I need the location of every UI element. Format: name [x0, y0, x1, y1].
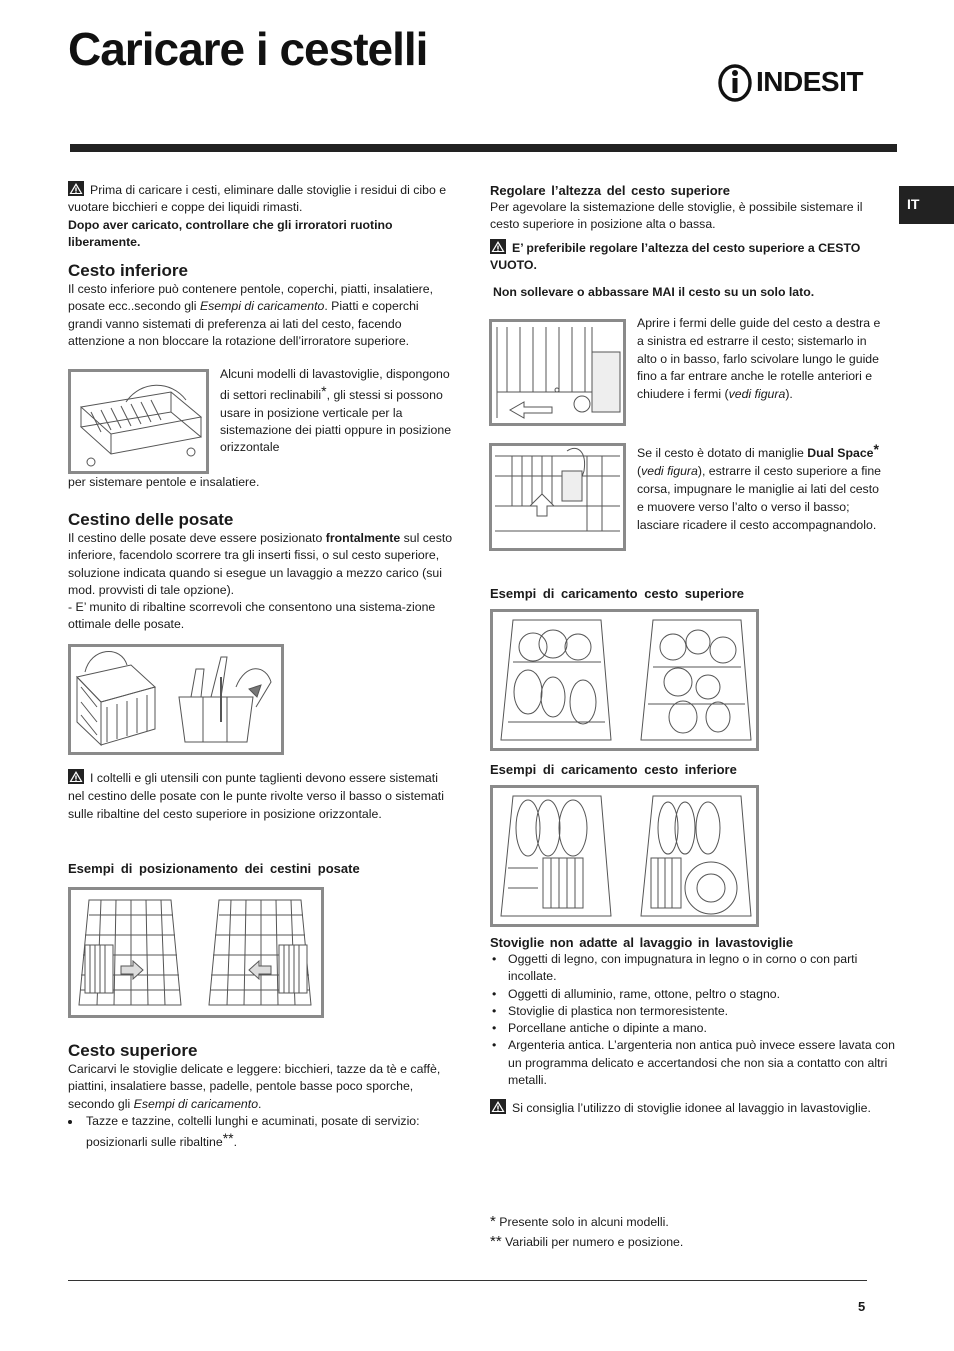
indesit-logo: [716, 62, 868, 104]
heading-esempi-inferiore: Esempi di caricamento cesto inferiore: [490, 762, 737, 777]
stoviglie-list: [490, 951, 895, 1089]
list-item: • Tazze e tazzine, coltelli lunghi e acuminati, posate di servizio: posizionarli sulle ribaltine**.: [82, 1113, 453, 1152]
list-item: • Oggetti di legno, con impugnatura in legno o in corno o con parti incollate.: [492, 952, 858, 984]
footnote: ** Variabili per numero e posizione.: [490, 1233, 684, 1250]
heading-esempi-posizionamento: Esempi di posizionamento dei cestini posate: [68, 861, 360, 876]
footnotes: [490, 1212, 890, 1252]
intro-bold-note: Dopo aver caricato, controllare che gli irroratori ruotino liberamente.: [68, 217, 393, 249]
footnote: * Presente solo in alcuni modelli.: [490, 1213, 669, 1230]
brand-name: INDESIT: [756, 66, 863, 97]
heading-cestino-posate: Cestino delle posate: [68, 510, 234, 529]
page-number: 5: [858, 1299, 866, 1314]
never-one-side-note: Non sollevare o abbassare MAI il cesto su un solo lato.: [493, 285, 815, 300]
regolare-section: Regolare l’altezza del cesto superiore Per agevolare la sistemazione delle stoviglie, è possibile sistemare il cesto superiore in posizione alta o bassa. E’ preferibile regolare l’altezza del cesto superiore a CESTO VUOTO. Non sollevare o abbassare MAI il cesto su un solo lato.: [490, 182, 895, 301]
warning-triangle-icon: [490, 239, 506, 254]
cesto-superiore-section: Cesto superiore Caricarvi le stoviglie delicate e leggere: bicchieri, tazze da tè e caffè, piattini, insalatiere basse, padelle, pentole basse poco sporche, secondo gli Esempi di caricamento. • Tazze e tazzine, coltelli lunghi e acuminati, posate di servizio: posizionarli sulle ribaltine**.: [68, 1041, 453, 1151]
figure-lower-basket: [68, 369, 209, 474]
knives-warning: I coltelli e gli utensili con punte taglienti devono essere sistemati nel cestino delle posate con le punte rivolte verso il basso o sistemati sulle ribaltine del cesto superiore in posizione orizzontale.: [68, 771, 444, 821]
figure-upper-loading: [490, 609, 759, 751]
settori-reclinabili-end: per sistemare pentole e insalatiere.: [68, 475, 260, 489]
dual-space-text: Se il cesto è dotato di maniglie Dual Space* (vedi figura), estrarre il cesto superiore a fine corsa, impugnare le maniglie ai lati del cesto e muovere verso l’alto o verso il basso; lasciare ricadere il cesto accompagnandolo.: [637, 441, 882, 532]
list-item: • Argenteria antica. L’argenteria non antica può invece essere lavata con un programma delicato e accertandosi che non sia a contatto con altri metalli.: [492, 1038, 895, 1088]
figure-cutlery-basket: [68, 644, 284, 755]
heading-regolare: Regolare l’altezza del cesto superiore: [490, 183, 730, 198]
warning-triangle-icon: [68, 769, 84, 784]
settori-reclinabili-text: Alcuni modelli di lavastoviglie, dispongono di settori reclinabili*, gli stessi si possono usare in posizione verticale per la sistemazione dei piatti oppure in posizione orizzontale: [220, 367, 452, 455]
cestino-posate-section: Cestino delle posate Il cestino delle posate deve essere posizionato frontalmente sul cesto inferiore, facendolo scorrere tra gli inserti fissi, o sul cesto superiore, soluzione indicata quando si esegue un lavaggio a mezzo carico (sui mod. provvisti di tale opzione). - E’ munito di ribaltine scorrevoli che consentono una sistema-zione ottimale delle posate.: [68, 510, 453, 632]
heading-cesto-inferiore: Cesto inferiore: [68, 261, 188, 280]
stoviglie-section: Stoviglie non adatte al lavaggio in lavastoviglie • Oggetti di legno, con impugnatura in legno o in corno o con parti incollate. • Oggetti di alluminio, rame, ottone, peltro o stagno. • Stoviglie di plastica non termoresistente. • Porcellane antiche o dipinte a mano. • Argenteria antica. L’argenteria non antica può invece essere lavata con un programma delicato e accertandosi che non sia a contatto con altri metalli. Si consiglia l’utilizzo di stoviglie idonee al lavaggio in lavastoviglie.: [490, 935, 895, 1116]
list-item: • Porcellane antiche o dipinte a mano.: [492, 1021, 707, 1036]
cesto-inferiore-section: [68, 261, 453, 350]
figure-dual-space: [489, 443, 626, 551]
figure-cutlery-positions: [68, 887, 324, 1018]
rails-text: Aprire i fermi delle guide del cesto a destra e a sinistra ed estrarre il cesto; sistemarlo in alto o in basso, farlo scivolare lungo le guide fino a far entrare anche le rotelle anteriori e chiudere i fermi (vedi figura).: [637, 316, 881, 402]
figure-lower-loading: [490, 785, 759, 927]
figure-basket-rails: [489, 319, 626, 426]
cesto-inferiore-text: Il cesto inferiore può contenere pentole, coperchi, piatti, insalatiere, posate ecc..secondo gli Esempi di caricamento. Piatti e coperchi grandi vanno sistemati di preferenza ai lati del cesto, facendo attenzione a non bloccare la rotazione dell’irroratore superiore.: [68, 282, 434, 348]
intro-block: Prima di caricare i cesti, eliminare dalle stoviglie i residui di cibo e vuotare bicchieri e coppe dei liquidi rimasti. Dopo aver caricato, controllare che gli irroratori ruotino liberamente.: [68, 181, 453, 251]
header-divider: [70, 144, 897, 152]
language-tab: IT: [899, 186, 954, 224]
footer-divider: [68, 1280, 867, 1281]
page-title: Caricare i cestelli: [68, 23, 428, 75]
warning-triangle-icon: [490, 1099, 506, 1114]
list-item: • Stoviglie di plastica non termoresistente.: [492, 1003, 729, 1018]
heading-esempi-superiore: Esempi di caricamento cesto superiore: [490, 586, 745, 601]
warning-triangle-icon: [68, 181, 84, 196]
list-item: • Oggetti di alluminio, rame, ottone, peltro o stagno.: [492, 986, 781, 1001]
heading-cesto-superiore: Cesto superiore: [68, 1041, 198, 1060]
heading-stoviglie-non-adatte: Stoviglie non adatte al lavaggio in lavastoviglie: [490, 935, 794, 950]
